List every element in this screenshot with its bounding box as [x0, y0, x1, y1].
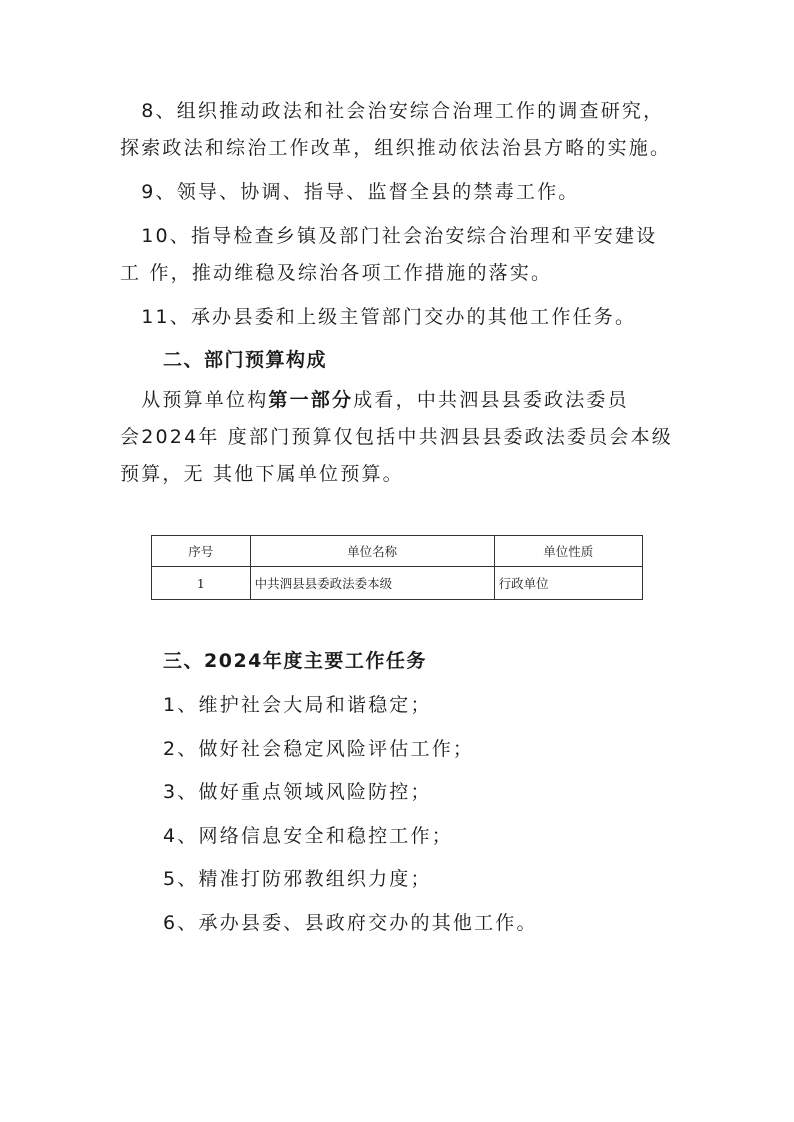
table-header-unit-name: 单位名称	[250, 536, 494, 567]
table-cell-unit-name: 中共泗县县委政法委本级	[250, 567, 494, 600]
task-item-3: 3、做好重点领域风险防控；	[163, 781, 432, 803]
section-3-heading: 三、2024年度主要工作任务	[163, 650, 427, 672]
budget-units-table	[151, 535, 643, 600]
duty-item-8-line-2: 探索政法和综治工作改革，组织推动依法治县方略的实施。	[120, 137, 672, 159]
section-2-paragraph	[120, 382, 680, 493]
duty-item-11	[120, 299, 680, 336]
table-header-row	[152, 536, 643, 567]
task-item-5: 5、精准打防邪教组织力度；	[163, 868, 432, 890]
task-item-4: 4、网络信息安全和稳控工作；	[163, 824, 453, 847]
duty-item-10	[120, 218, 680, 292]
table-cell-unit-type: 行政单位	[494, 567, 642, 600]
table-cell-index: 1	[152, 567, 251, 600]
task-list	[163, 684, 723, 945]
section-2-heading: 二、部门预算构成	[163, 349, 328, 371]
section-2-line-1-bold: 第一部分	[268, 389, 354, 411]
duty-item-10-line-1: 10、指导检查乡镇及部门社会治安综合治理和平安建设	[120, 225, 658, 247]
section-2-line-2: 会2024年 度部门预算仅包括中共泗县县委政法委员会本级	[120, 426, 673, 448]
duty-item-11-line-1: 11、承办县委和上级主管部门交办的其他工作任务。	[120, 306, 637, 328]
duty-item-9	[120, 174, 680, 211]
task-item-1: 1、维护社会大局和谐稳定；	[163, 694, 432, 716]
duty-item-10-line-2: 工 作，推动维稳及综治各项工作措施的落实。	[120, 262, 553, 284]
section-2-line-1-post: 成看，中共泗县县委政法委员	[353, 389, 629, 411]
task-item-6: 6、承办县委、县政府交办的其他工作。	[163, 911, 538, 934]
duty-item-8-line-1: 8、组织推动政法和社会治安综合治理工作的调查研究，	[120, 100, 665, 122]
duty-item-8	[120, 93, 680, 167]
task-item-2: 2、做好社会稳定风险评估工作；	[163, 737, 475, 760]
section-2-line-1	[120, 382, 680, 419]
table-row	[152, 567, 643, 600]
table-header-index: 序号	[152, 536, 251, 567]
table-header-unit-type: 单位性质	[494, 536, 642, 567]
duty-item-9-line-1: 9、领导、协调、指导、监督全县的禁毒工作。	[120, 181, 580, 203]
section-2-line-1-pre: 从预算单位构	[120, 389, 269, 411]
section-2-line-3: 预算，无 其他下属单位预算。	[120, 463, 404, 485]
